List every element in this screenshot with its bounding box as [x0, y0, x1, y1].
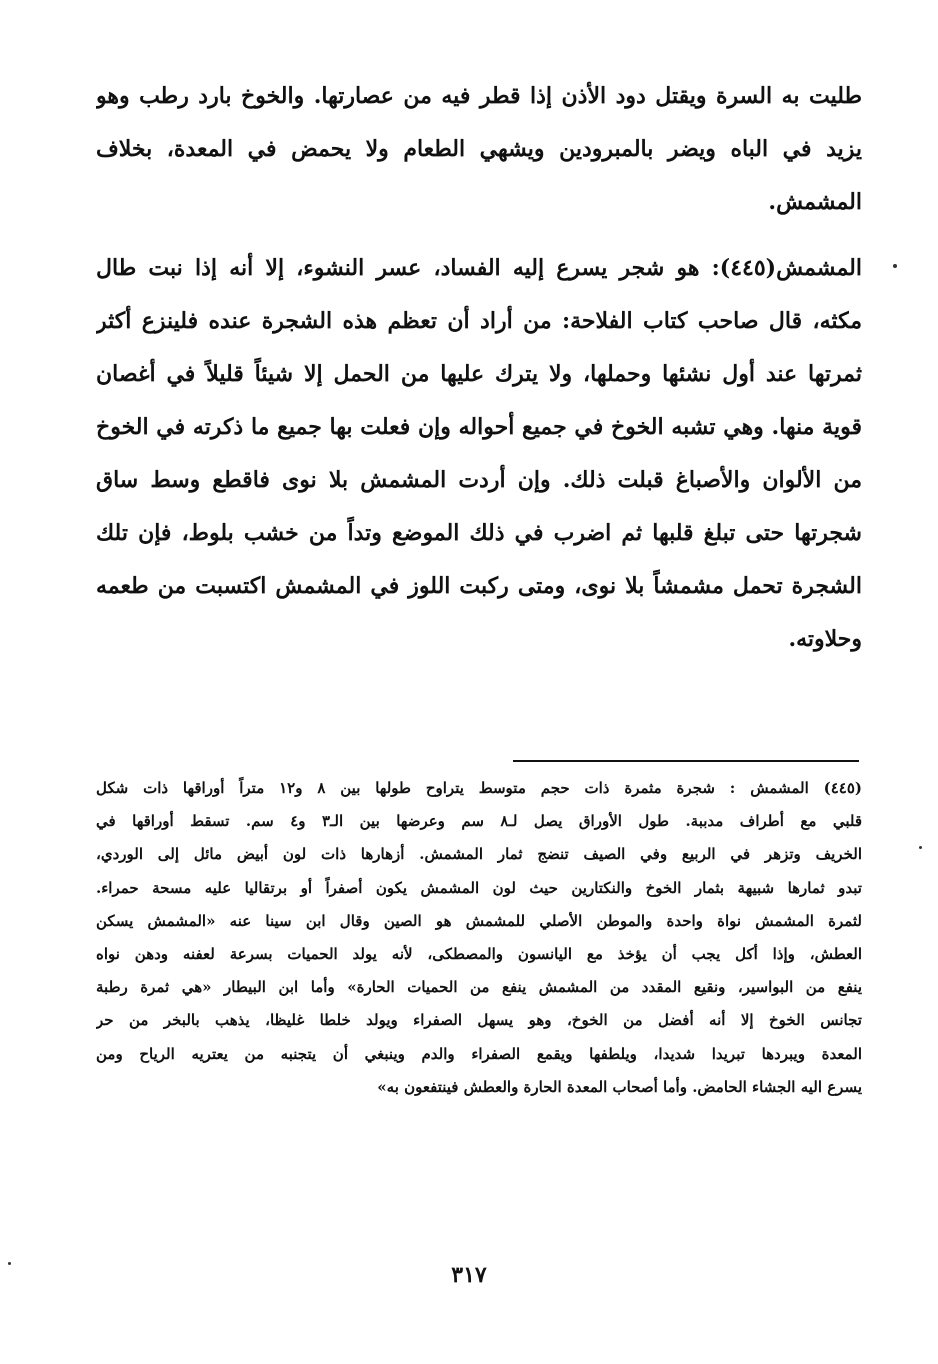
- footnote-line: تبدو ثمارها شبيهة بثمار الخوخ والنكتارين حيث لون المشمش يكون أصفراً أو برتقاليا عليه مسحة حمراء.: [96, 878, 862, 897]
- text-line: يزيد في الباه ويضر بالمبرودين ويشهي الطعام ولا يحمض في المعدة، بخلاف: [96, 136, 862, 162]
- text-line: من الألوان والأصباغ قبلت ذلك. وإن أردت المشمش بلا نوى فاقطع وسط ساق: [96, 467, 862, 493]
- text-line: المشمش.: [768, 189, 862, 215]
- footnote-line: قلبي مع أطراف مدببة. طول الأوراق يصل لـ٨ سم وعرضها بين الـ٣ و٤ سم. تسقط أوراقها في: [96, 812, 862, 831]
- paragraph-apricot: [96, 242, 862, 666]
- text-line: قوية منها. وهي تشبه الخوخ في جميع أحواله وإن فعلت بها جميع ما ذكرته في الخوخ: [96, 414, 862, 440]
- footnote-line: ينفع من البواسير، ونقيع المقدد من المشمش ينفع من الحميات الحارة» وأما ابن البيطار «هي ثمرة رطبة: [96, 978, 862, 997]
- text-line: مكثه، قال صاحب كتاب الفلاحة: من أراد أن تعظم هذه الشجرة عنده فلينزع أكثر: [96, 308, 862, 334]
- footnote-line: (٤٤٥) المشمش : شجرة مثمرة ذات حجم متوسط يتراوح طولها بين ٨ و١٢ متراً أوراقها ذات شكل: [96, 779, 862, 797]
- text-line: الشجرة تحمل مشمشاً بلا نوى، ومتى ركبت اللوز في المشمش اكتسبت من طعمه: [96, 573, 862, 599]
- text-line: شجرتها حتى تبلغ قلبها ثم اضرب في ذلك الموضع وتداً من خشب بلوط، فإن تلك: [96, 520, 862, 546]
- footnote-line: لثمرة المشمش نواة واحدة والموطن الأصلي للمشمش هو الصين وقال ابن سينا عنه «المشمش يسكن: [96, 911, 862, 930]
- footnote-445: [96, 772, 862, 1104]
- footnote-line: العطش، وإذا أكل يجب أن يؤخذ مع اليانسون والمصطكى، لأنه يولد الحميات بسرعة لعفنه ودهن نواه: [96, 944, 862, 963]
- footnote-line: الخريف وتزهر في الربيع وفي الصيف تنضج ثمار المشمش. أزهارها ذات لون أبيض مائل إلى الوردي،: [96, 845, 862, 864]
- footnote-divider: [513, 760, 859, 762]
- scan-speck: [919, 846, 922, 849]
- text-line: طليت به السرة ويقتل دود الأذن إذا قطر فيه من عصارتها. والخوخ بارد رطب وهو: [96, 83, 862, 109]
- scan-speck: [8, 1262, 11, 1265]
- paragraph-peach: [96, 70, 862, 229]
- page-number: ٣١٧: [451, 1262, 487, 1288]
- text-line: ثمرتها عند أول نشئها وحملها، ولا يترك عليها من الحمل إلا شيئاً قليلاً في أغصان: [96, 361, 862, 387]
- footnote-line: تجانس الخوخ إلا أنه أفضل من الخوخ، وهو يسهل الصفراء ويولد خلطا غليظا، يذهب بالبخر من حر: [96, 1011, 862, 1030]
- text-line: وحلاوته.: [788, 626, 862, 652]
- text-line: المشمش(٤٤٥): هو شجر يسرع إليه الفساد، عسر النشوء، إلا أنه إذا نبت طال: [96, 255, 862, 281]
- footnote-line: يسرع اليه الجشاء الحامض. وأما أصحاب المعدة الحارة والعطش فينتفعون به»: [377, 1077, 862, 1096]
- footnote-line: المعدة ويبردها تبريدا شديدا، ويلطفها ويقمع الصفراء والدم وينبغي أن يتجنبه من يعتريه الرياح ومن: [96, 1044, 862, 1063]
- scan-speck: [893, 264, 897, 268]
